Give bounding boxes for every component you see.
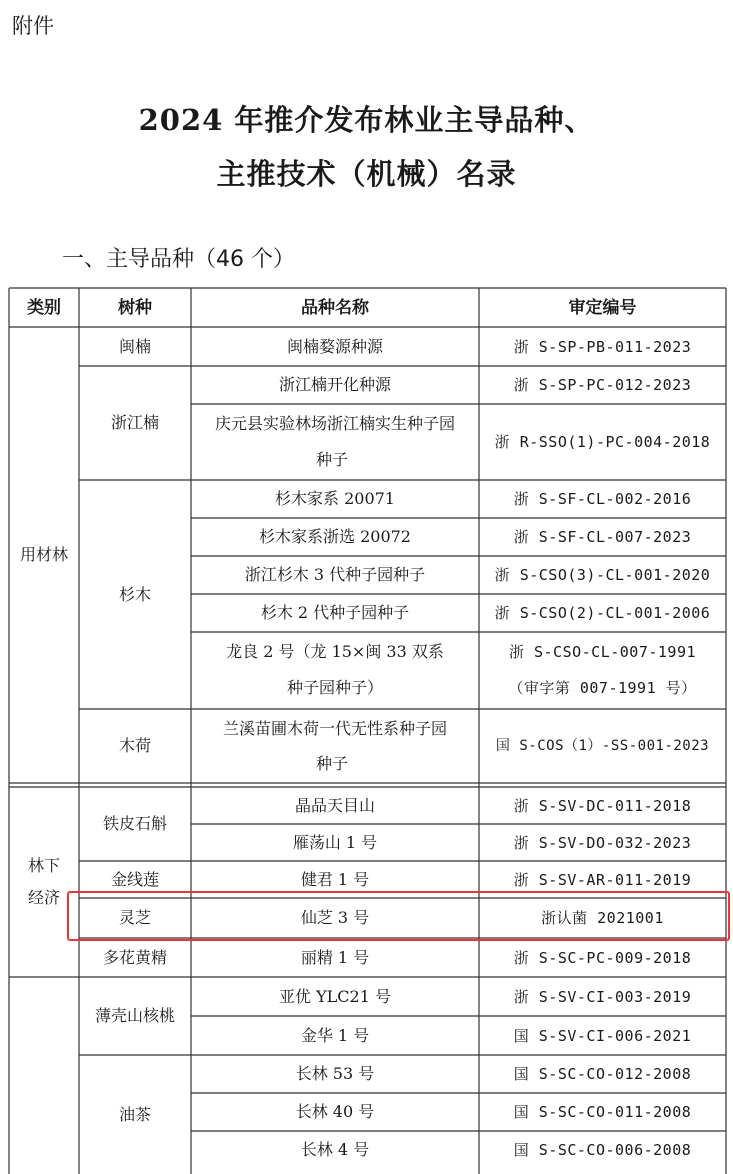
variety-cell-multiline <box>191 709 479 783</box>
code-cell: 浙 S-SV-DC-011-2018 <box>513 796 692 815</box>
code-cell: 国 S-COS（1）-SS-001-2023 <box>495 738 710 754</box>
variety-cell: 亚优 YLC21 号 <box>279 986 391 1006</box>
code-cell: 国 S-SC-CO-011-2008 <box>513 1103 692 1121</box>
highlight-box <box>67 891 730 941</box>
variety-line1: 龙良 2 号（龙 15×闽 33 双系 <box>226 642 444 661</box>
code-line1: 浙 S-CSO-CL-007-1991 <box>508 643 697 661</box>
variety-cell: 浙江杉木 3 代种子园种子 <box>244 565 426 584</box>
category-timber: 用材林 <box>19 545 68 564</box>
variety-cell: 杉木家系 20071 <box>275 489 395 508</box>
variety-cell: 长林 4 号 <box>300 1140 370 1159</box>
variety-line2: 种子 <box>316 450 349 469</box>
species-cell: 闽楠 <box>118 336 151 356</box>
species-cell: 浙江楠 <box>110 413 159 432</box>
document-title-line2: 主推技术（机械）名录 <box>216 157 517 191</box>
document-title-line1: 2024 年推介发布林业主导品种、 <box>138 103 595 137</box>
variety-line2: 种子 <box>316 753 349 773</box>
code-cell: 浙 S-SF-CL-007-2023 <box>513 528 692 546</box>
species-cell: 杉木 <box>118 584 151 604</box>
code-cell: 国 S-SC-CO-012-2008 <box>513 1065 692 1083</box>
attachment-label: 附件 <box>12 14 54 38</box>
variety-cell: 长林 40 号 <box>295 1102 375 1121</box>
variety-cell: 丽精 1 号 <box>300 947 370 967</box>
code-cell: 浙 S-SP-PC-012-2023 <box>513 376 692 394</box>
code-cell: 浙 S-SV-CI-003-2019 <box>513 987 692 1006</box>
code-cell: 浙 S-CSO(2)-CL-001-2006 <box>494 604 711 622</box>
variety-cell: 晶品天目山 <box>294 795 375 815</box>
variety-cell: 雁荡山 1 号 <box>292 832 378 852</box>
variety-cell: 仙芝 3 号 <box>300 908 370 927</box>
column-header-category: 类别 <box>27 297 61 318</box>
column-header-species: 树种 <box>118 297 152 318</box>
code-cell: 浙 S-CSO(3)-CL-001-2020 <box>494 566 711 584</box>
variety-line1: 兰溪苗圃木荷一代无性系种子园 <box>222 718 447 738</box>
variety-line2: 种子园种子） <box>286 678 383 697</box>
code-cell: 浙认菌 2021001 <box>541 909 664 927</box>
species-cell: 金线莲 <box>110 869 159 889</box>
variety-cell: 闽楠婺源种源 <box>286 336 383 356</box>
variety-cell: 长林 53 号 <box>295 1064 375 1083</box>
species-cell: 灵芝 <box>118 908 151 927</box>
variety-cell: 杉木家系浙选 20072 <box>259 527 411 546</box>
variety-cell: 浙江楠开化种源 <box>278 375 391 394</box>
code-cell: 浙 R-SSO(1)-PC-004-2018 <box>494 433 711 451</box>
category-understory: 林下经济 <box>27 856 60 907</box>
column-header-code: 审定编号 <box>568 297 637 318</box>
variety-cell-multiline <box>191 404 479 480</box>
variety-cell-multiline <box>191 632 479 709</box>
code-cell: 浙 S-SC-PC-009-2018 <box>513 948 692 967</box>
code-cell: 浙 S-SF-CL-002-2016 <box>513 490 692 508</box>
code-cell: 国 S-SV-CI-006-2021 <box>513 1026 692 1045</box>
section-heading: 一、主导品种（46 个） <box>62 247 295 272</box>
species-cell: 木荷 <box>118 736 151 755</box>
column-header-variety: 品种名称 <box>301 297 369 318</box>
variety-cell: 金华 1 号 <box>300 1025 370 1045</box>
code-cell: 浙 S-SP-PB-011-2023 <box>513 337 692 356</box>
species-cell: 铁皮石斛 <box>102 814 167 833</box>
code-line2: （审字第 007-1991 号） <box>508 679 697 697</box>
variety-line1: 庆元县实验林场浙江楠实生种子园 <box>214 414 455 433</box>
code-cell-multiline <box>479 632 726 709</box>
species-cell: 多花黄精 <box>102 947 167 967</box>
species-cell: 油茶 <box>118 1104 151 1124</box>
code-cell: 国 S-SC-CO-006-2008 <box>513 1141 692 1159</box>
species-cell: 薄壳山核桃 <box>94 1006 175 1025</box>
code-cell: 浙 S-SV-DO-032-2023 <box>513 833 692 852</box>
code-cell: 浙 S-SV-AR-011-2019 <box>513 870 692 889</box>
variety-cell: 健君 1 号 <box>300 869 370 889</box>
variety-cell: 杉木 2 代种子园种子 <box>260 603 410 622</box>
